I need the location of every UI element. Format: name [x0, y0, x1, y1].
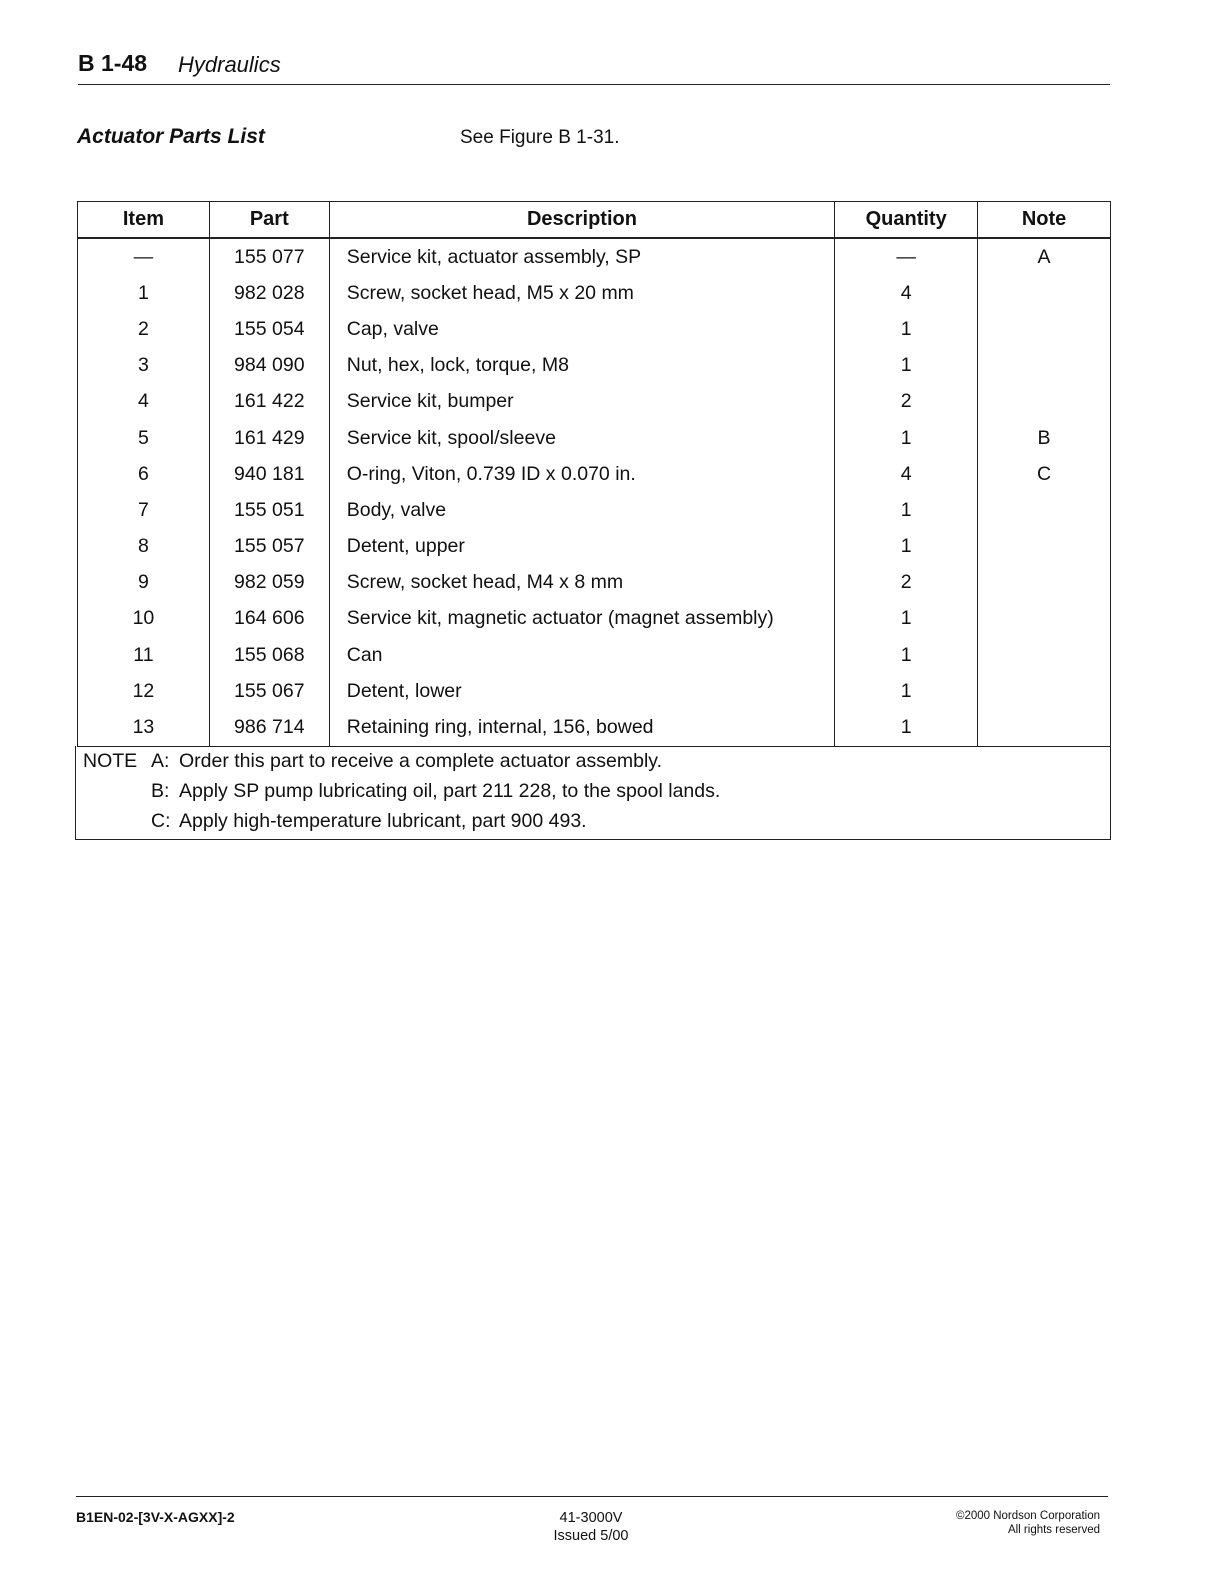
- column-header-description: Description: [329, 202, 834, 239]
- cell-part: 982 028: [209, 275, 329, 311]
- table-row: [78, 238, 1111, 275]
- cell-part: 982 059: [209, 565, 329, 601]
- cell-quantity: 2: [835, 565, 978, 601]
- cell-description: Nut, hex, lock, torque, M8: [329, 348, 834, 384]
- cell-note: [978, 492, 1111, 528]
- cell-item: 5: [78, 420, 210, 456]
- column-header-part: Part: [209, 202, 329, 239]
- cell-description: Can: [329, 637, 834, 673]
- manual-info: [516, 1509, 666, 1545]
- cell-part: 161 422: [209, 384, 329, 420]
- cell-note: [978, 709, 1111, 746]
- note-letter: C:: [151, 810, 171, 832]
- cell-quantity: 4: [835, 275, 978, 311]
- cell-quantity: 1: [835, 492, 978, 528]
- cell-part: 155 068: [209, 637, 329, 673]
- cell-description: Service kit, magnetic actuator (magnet assembly): [329, 601, 834, 637]
- cell-item: 1: [78, 275, 210, 311]
- cell-note: [978, 529, 1111, 565]
- cell-description: Screw, socket head, M4 x 8 mm: [329, 565, 834, 601]
- cell-part: 155 051: [209, 492, 329, 528]
- column-header-note: Note: [978, 202, 1111, 239]
- cell-description: Service kit, bumper: [329, 384, 834, 420]
- table-row: [78, 601, 1111, 637]
- cell-description: Screw, socket head, M5 x 20 mm: [329, 275, 834, 311]
- cell-quantity: 1: [835, 637, 978, 673]
- table-row: [78, 492, 1111, 528]
- section-title: Hydraulics: [178, 52, 281, 77]
- table-row: [78, 384, 1111, 420]
- cell-part: 940 181: [209, 456, 329, 492]
- cell-note: [978, 348, 1111, 384]
- cell-note: [978, 601, 1111, 637]
- cell-item: 6: [78, 456, 210, 492]
- cell-note: C: [978, 456, 1111, 492]
- cell-part: 155 067: [209, 673, 329, 709]
- cell-item: 9: [78, 565, 210, 601]
- note-letter: A:: [151, 750, 170, 772]
- page-footer: [76, 1496, 1108, 1557]
- table-row: [78, 456, 1111, 492]
- cell-item: 13: [78, 709, 210, 746]
- page-header: [78, 50, 1110, 85]
- column-header-quantity: Quantity: [835, 202, 978, 239]
- note-text: Apply SP pump lubricating oil, part 211 228, to the spool lands.: [179, 780, 721, 802]
- table-row: [78, 348, 1111, 384]
- cell-item: 4: [78, 384, 210, 420]
- cell-part: 984 090: [209, 348, 329, 384]
- cell-note: [978, 673, 1111, 709]
- cell-description: Retaining ring, internal, 156, bowed: [329, 709, 834, 746]
- parts-table: [77, 201, 1111, 747]
- cell-part: 164 606: [209, 601, 329, 637]
- cell-description: Detent, lower: [329, 673, 834, 709]
- cell-description: Detent, upper: [329, 529, 834, 565]
- cell-item: 12: [78, 673, 210, 709]
- rights-notice: All rights reserved: [1007, 1524, 1100, 1536]
- cell-quantity: 1: [835, 348, 978, 384]
- cell-item: 10: [78, 601, 210, 637]
- cell-note: A: [978, 238, 1111, 275]
- figure-reference: See Figure B 1-31.: [460, 127, 620, 148]
- cell-note: [978, 565, 1111, 601]
- cell-item: 7: [78, 492, 210, 528]
- manual-number: 41-3000V: [559, 1510, 623, 1526]
- cell-quantity: 1: [835, 311, 978, 347]
- issue-date: Issued 5/00: [553, 1528, 629, 1544]
- note-letter: B:: [151, 780, 170, 802]
- notes-box: [75, 746, 1111, 840]
- cell-part: 986 714: [209, 709, 329, 746]
- table-row: [78, 311, 1111, 347]
- table-header-row: [78, 202, 1111, 239]
- note-prefix: NOTE: [83, 750, 138, 772]
- table-row: [78, 673, 1111, 709]
- cell-item: 3: [78, 348, 210, 384]
- cell-note: [978, 384, 1111, 420]
- cell-description: O-ring, Viton, 0.739 ID x 0.070 in.: [329, 456, 834, 492]
- cell-quantity: 1: [835, 709, 978, 746]
- cell-quantity: 1: [835, 529, 978, 565]
- cell-note: B: [978, 420, 1111, 456]
- cell-description: Body, valve: [329, 492, 834, 528]
- cell-item: 8: [78, 529, 210, 565]
- cell-quantity: 1: [835, 673, 978, 709]
- cell-item: —: [78, 238, 210, 275]
- cell-description: Cap, valve: [329, 311, 834, 347]
- cell-quantity: 4: [835, 456, 978, 492]
- cell-quantity: 1: [835, 601, 978, 637]
- cell-item: 11: [78, 637, 210, 673]
- document-code: B1EN-02-[3V-X-AGXX]-2: [76, 1509, 235, 1525]
- table-row: [78, 275, 1111, 311]
- cell-item: 2: [78, 311, 210, 347]
- cell-part: 155 054: [209, 311, 329, 347]
- cell-quantity: 2: [835, 384, 978, 420]
- cell-part: 155 077: [209, 238, 329, 275]
- table-row: [78, 637, 1111, 673]
- note-text: Order this part to receive a complete actuator assembly.: [179, 750, 663, 772]
- cell-note: [978, 637, 1111, 673]
- table-row: [78, 565, 1111, 601]
- table-row: [78, 420, 1111, 456]
- cell-part: 161 429: [209, 420, 329, 456]
- cell-quantity: —: [835, 238, 978, 275]
- cell-description: Service kit, spool/sleeve: [329, 420, 834, 456]
- cell-note: [978, 311, 1111, 347]
- copyright-block: [956, 1509, 1100, 1537]
- parts-list-title: Actuator Parts List: [77, 125, 265, 148]
- cell-quantity: 1: [835, 420, 978, 456]
- table-row: [78, 529, 1111, 565]
- column-header-item: Item: [78, 202, 210, 239]
- cell-part: 155 057: [209, 529, 329, 565]
- note-text: Apply high-temperature lubricant, part 900 493.: [179, 810, 587, 832]
- cell-description: Service kit, actuator assembly, SP: [329, 238, 834, 275]
- cell-note: [978, 275, 1111, 311]
- copyright: ©2000 Nordson Corporation: [955, 1510, 1100, 1522]
- page-number: B 1-48: [78, 50, 148, 76]
- table-row: [78, 709, 1111, 746]
